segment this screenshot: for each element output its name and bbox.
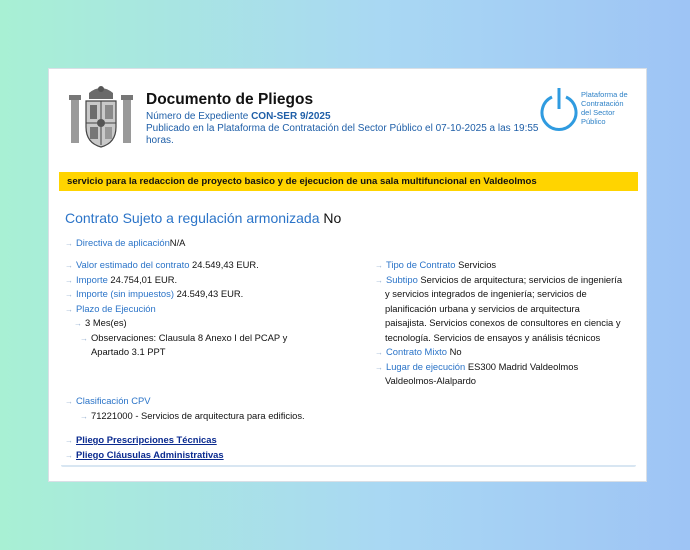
arrow-icon: → [80,333,88,343]
subtipo-value: paisajista. Servicios conexos de consultores en ciencia y [385,317,621,328]
arrow-icon: → [375,348,383,357]
plazo-value: 3 Mes(es) [85,317,127,328]
tipo-value: Servicios [458,259,497,270]
subtipo-row [375,273,643,289]
importe-label: Importe [76,273,108,285]
observaciones-row [80,331,287,347]
subtipo-line [385,302,580,317]
plazo-label: Plazo de Ejecución [76,302,156,314]
pliego-tecnicas-row [65,433,217,449]
platform-logo-line: Plataforma de [581,90,628,99]
lugar-value: ES300 Madrid Valdeolmos [467,360,579,372]
pliego-administrativas-row [65,448,224,464]
cpv-value-row [80,409,305,425]
arrow-icon: → [65,239,73,248]
valor-value: 24.549,43 EUR. [192,259,259,270]
title-band [59,172,638,191]
expediente-label: Número de Expediente [146,111,252,122]
arrow-icon: → [65,436,73,445]
section-label: Contrato Sujeto a regulación armonizada [65,210,320,226]
arrow-icon: → [80,412,88,421]
arrow-icon: → [65,450,73,460]
valor-label: Valor estimado del contrato [76,259,190,270]
arrow-icon: → [65,397,73,406]
lugar-row [375,360,578,376]
tipo-label: Tipo de Contrato [386,259,456,270]
arrow-icon: → [74,319,82,328]
lugar-value: Valdeolmos-Alalpardo [385,375,477,386]
observaciones-text: Observaciones: Clausula 8 Anexo I del PCAP y [91,331,288,343]
arrow-icon: → [65,275,73,285]
arrow-icon: → [65,261,73,270]
directiva-row [65,236,185,252]
pliego-administrativas-link[interactable]: Pliego Cláusulas Administrativas [76,448,224,460]
mixto-value: No [449,346,462,357]
expediente-line [146,111,541,123]
arrow-icon: → [65,290,73,299]
importe-sin-row [65,287,243,303]
document-card [48,68,647,482]
platform-logo-line: Público [581,117,606,126]
plazo-row [65,302,156,318]
cpv-value: 71221000 - Servicios de arquitectura para edificios. [91,410,305,421]
document-title: Documento de Pliegos [146,91,314,108]
subtipo-value: tecnología. Servicios de ensayos y análisis técnicos [385,331,601,343]
tipo-row [375,258,496,274]
plazo-value-row [74,316,127,332]
importe-sin-value: 24.549,43 EUR. [176,288,244,299]
platform-logo-line: del Sector [581,108,615,117]
harmonized-regulation-heading [65,210,341,226]
importe-sin-label: Importe (sin impuestos) [76,288,174,299]
subtipo-value: y servicios integrados de ingeniería; servicios de [385,288,587,299]
directiva-value: N/A [169,237,186,248]
arrow-icon: → [65,304,73,314]
mixto-row [375,345,462,361]
cpv-label: Clasificación CPV [76,395,151,406]
subtipo-value: Servicios de arquitectura; servicios de ingeniería [420,273,623,285]
contract-title: servicio para la redaccion de proyecto basico y de ejecucion de una sala multifuncional en Valdeolmos [67,176,537,187]
observaciones-row-2 [91,345,166,360]
platform-logo-line: Contratación [581,99,624,108]
expediente-number: CON-SER 9/2025 [251,111,331,122]
subtipo-value: planificación urbana y servicios de arquitectura [385,302,580,314]
importe-value: 24.754,01 EUR. [110,273,178,285]
subtipo-line [385,316,621,331]
importe-row [65,273,177,289]
lugar-label: Lugar de ejecución [386,360,466,372]
valor-row [65,258,259,274]
subtipo-label: Subtipo [386,273,418,285]
section-value: No [323,210,342,226]
subtipo-line [385,287,587,302]
arrow-icon: → [375,275,383,285]
directiva-label: Directiva de aplicación [76,237,170,248]
pliego-tecnicas-link[interactable]: Pliego Prescripciones Técnicas [76,434,217,445]
subtipo-line [385,331,600,346]
card-footer-line [61,465,636,467]
lugar-line [385,374,476,389]
mixto-label: Contrato Mixto [386,346,447,357]
observaciones-text: Apartado 3.1 PPT [91,346,166,357]
arrow-icon: → [375,362,383,372]
platform-logo-text [581,90,641,126]
document-meta [146,111,541,147]
published-text: Publicado en la Plataforma de Contratación del Sector Público el 07-10-2025 a las 19:55 horas. [146,123,539,146]
cpv-row [65,394,151,410]
coat-of-arms-icon [69,85,133,151]
arrow-icon: → [375,261,383,270]
